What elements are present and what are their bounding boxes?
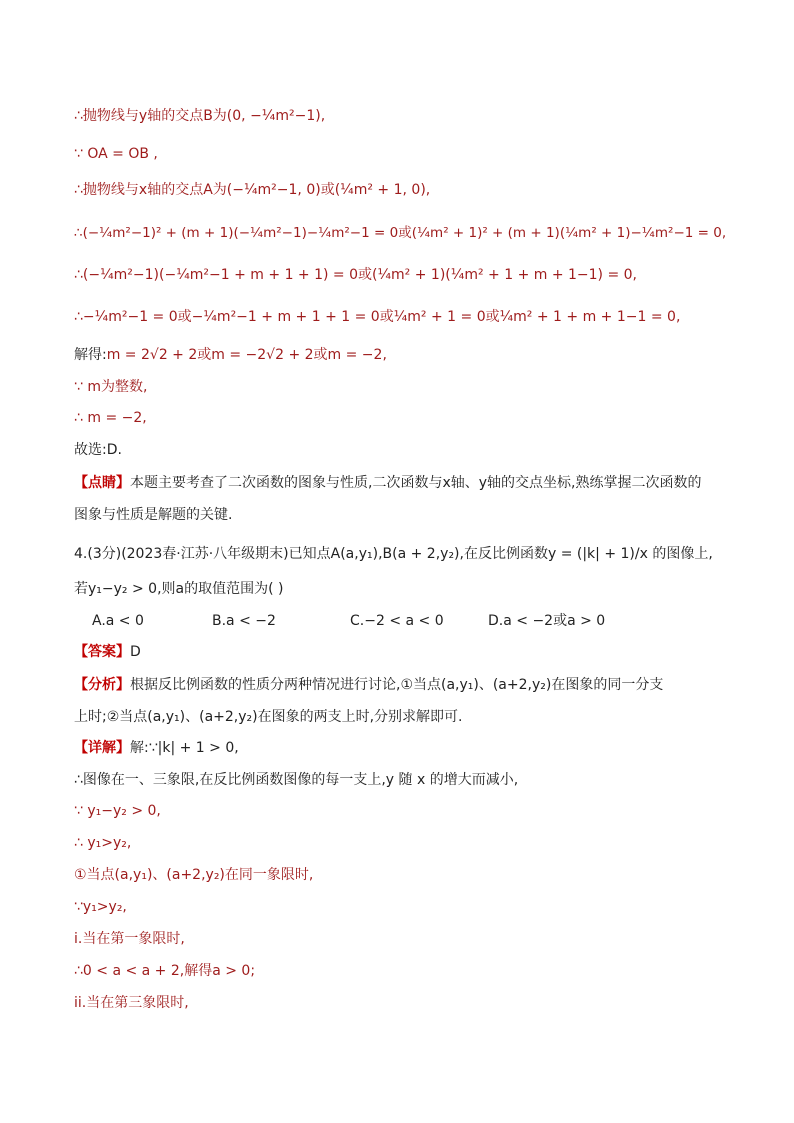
solve-result: m = 2√2 + 2或m = −2√2 + 2或m = −2, [106,347,387,363]
detail-line [74,738,239,758]
key-point-text-cont: 图象与性质是解题的关键. [74,507,233,523]
solution-line: ∴(−¼m²−1)(−¼m²−1 + m + 1 + 1) = 0或(¼m² + 1)(¼m² + 1 + m + 1−1) = 0, [74,267,638,283]
detail-line: ∴ y₁>y₂, [74,835,132,851]
solution-line: ∵ OA = OB , [74,146,158,162]
solve-label: 解得: [74,347,107,363]
option-b: B.a < −2 [212,613,276,629]
detail-line: ①当点(a,y₁)、(a+2,y₂)在同一象限时, [74,867,314,883]
key-point-text: 本题主要考查了二次函数的图象与性质,二次函数与x轴、y轴的交点坐标,熟练掌握二次函数的 [130,475,702,491]
detail-text: 解:∵|k| + 1 > 0, [130,740,239,756]
solution-line: ∴−¼m²−1 = 0或−¼m²−1 + m + 1 + 1 = 0或¼m² + 1 = 0或¼m² + 1 + m + 1−1 = 0, [74,309,681,325]
solution-line: ∴ m = −2, [74,410,147,426]
solution-line: ∴抛物线与x轴的交点A为(−¼m²−1, 0)或(¼m² + 1, 0), [74,182,431,198]
solution-line: ∵ m为整数, [74,379,148,395]
detail-line: i.当在第一象限时, [74,931,185,947]
option-d: D.a < −2或a > 0 [488,613,606,629]
option-c: C.−2 < a < 0 [350,613,444,629]
detail-line: ∵y₁>y₂, [74,899,127,915]
analysis-text: 根据反比例函数的性质分两种情况进行讨论,①当点(a,y₁)、(a+2,y₂)在图象的同一分支 [130,677,664,693]
option-a: A.a < 0 [92,613,144,629]
question-stem-cont: 若y₁−y₂ > 0,则a的取值范围为( ) [74,581,284,597]
detail-line: ∵ y₁−y₂ > 0, [74,803,161,819]
solution-line: ∴(−¼m²−1)² + (m + 1)(−¼m²−1)−¼m²−1 = 0或(¼m² + 1)² + (m + 1)(¼m² + 1)−¼m²−1 = 0, [74,225,727,241]
key-point [74,473,701,493]
analysis-text-cont: 上时;②当点(a,y₁)、(a+2,y₂)在图象的两支上时,分别求解即可. [74,709,463,725]
detail-label: 【详解】 [74,740,130,756]
answer-value: D [130,644,141,660]
detail-line: ii.当在第三象限时, [74,995,189,1011]
answer-line [74,642,141,662]
detail-line: ∴0 < a < a + 2,解得a > 0; [74,963,256,979]
question-stem: 4.(3分)(2023春·江苏·八年级期末)已知点A(a,y₁),B(a + 2,y₂),在反比例函数y = (|k| + 1)/x 的图像上, [74,546,713,562]
solution-line: ∴抛物线与y轴的交点B为(0, −¼m²−1), [74,108,326,124]
analysis-line [74,675,663,695]
analysis-label: 【分析】 [74,677,130,693]
solution-line [74,345,387,365]
choice-line: 故选:D. [74,442,122,458]
detail-line: ∴图像在一、三象限,在反比例函数图像的每一支上,y 随 x 的增大而减小, [74,772,519,788]
key-point-label: 【点睛】 [74,475,130,491]
answer-label: 【答案】 [74,644,130,660]
